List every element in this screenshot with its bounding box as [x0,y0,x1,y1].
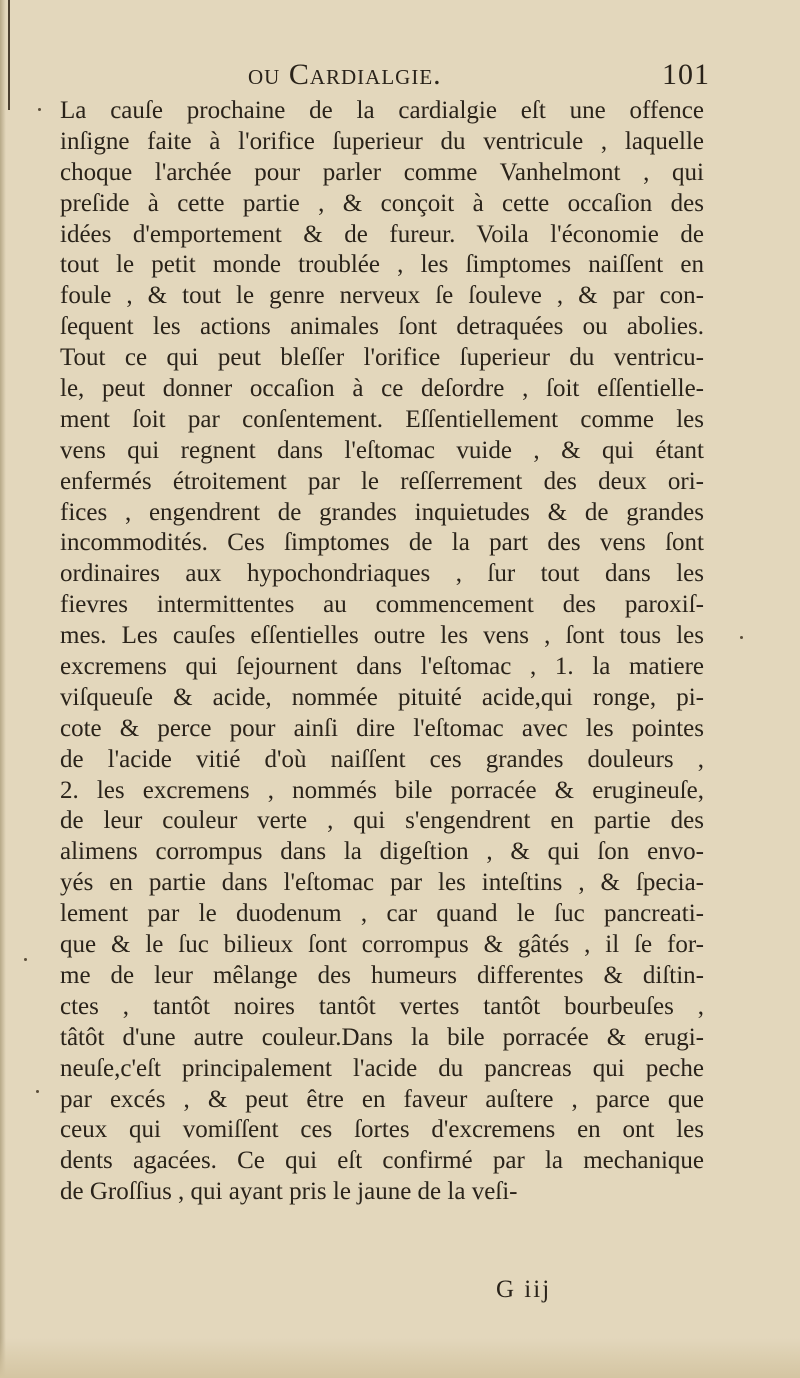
text-line: vens qui regnent dans l'eſtomac vuide , & qui étant [60,436,704,464]
text-line: tout le petit monde troublée , les ſimptomes naiſſent en [60,251,704,279]
ink-speck [24,958,27,961]
text-line: inſigne faite à l'orifice ſuperieur du ventricule , laquelle [60,127,704,155]
text-line: fices , engendrent de grandes inquietudes & de grandes [60,498,704,526]
text-line: idées d'emportement & de fureur. Voila l'économie de [60,220,704,248]
text-line: excremens qui ſejournent dans l'eſtomac , 1. la matiere [60,653,704,681]
ink-speck [740,636,743,639]
text-line: de Groſſius , qui ayant pris le jaune de la veſi- [60,1178,518,1206]
running-head: ou Cardialgie. [248,58,442,91]
text-line: Tout ce qui peut bleſſer l'orifice ſuperieur du ventricu- [60,344,704,372]
body-text [60,96,704,1208]
page-bottom-tone [0,1338,800,1378]
text-line: par excés , & peut être en faveur auſtere , parce que [60,1085,704,1113]
text-line: preſide à cette partie , & conçoit à cette occaſion des [60,189,704,217]
text-line: cote & perce pour ainſi dire l'eſtomac avec les pointes [60,714,704,742]
ink-speck [38,108,41,111]
text-line: de l'acide vitié d'où naiſſent ces grandes douleurs , [60,745,704,773]
text-line: neuſe,c'eſt principalement l'acide du pancreas qui peche [60,1054,704,1082]
text-line: dents agacées. Ce qui eſt confirmé par la mechanique [60,1147,704,1175]
text-line: ordinaires aux hypochondriaques , ſur tout dans les [60,560,704,588]
text-line: fievres intermittentes au commencement des paroxiſ- [60,591,704,619]
signature-mark: G iij [496,1276,552,1303]
text-line: choque l'archée pour parler comme Vanhelmont , qui [60,158,704,186]
page-edge-line [8,0,10,110]
text-line: foule , & tout le genre nerveux ſe ſouleve , & par con- [60,282,704,310]
text-line: incommodités. Ces ſimptomes de la part des vens ſont [60,529,704,557]
page-number: 101 [662,58,710,91]
text-line: ſequent les actions animales ſont detraquées ou abolies. [60,313,704,341]
ink-speck [36,1090,39,1093]
binding-shadow [0,0,6,1378]
text-line: viſqueuſe & acide, nommée pituité acide,qui ronge, pi- [60,683,704,711]
text-line: La cauſe prochaine de la cardialgie eſt une offence [60,97,704,124]
text-line: que & le ſuc bilieux ſont corrompus & gâtés , il ſe for- [60,931,704,959]
text-line: alimens corrompus dans la digeſtion , & qui ſon envo- [60,838,704,866]
text-line: ceux qui vomiſſent ces ſortes d'excremens en ont les [60,1116,704,1144]
page-header [56,58,710,94]
text-line: mes. Les cauſes eſſentielles outre les vens , ſont tous les [60,622,704,650]
text-line: le, peut donner occaſion à ce deſordre , ſoit eſſentielle- [60,375,704,403]
text-line: ment ſoit par conſentement. Eſſentiellement comme les [60,405,704,433]
text-line: yés en partie dans l'eſtomac par les inteſtins , & ſpecia- [60,869,704,897]
text-line: ctes , tantôt noires tantôt vertes tantôt bourbeuſes , [60,992,704,1020]
text-line: 2. les excremens , nommés bile porracée & erugineuſe, [60,776,704,804]
text-line: enfermés étroitement par le reſſerrement des deux ori- [60,467,704,495]
text-line: tâtôt d'une autre couleur.Dans la bile porracée & erugi- [60,1023,704,1051]
text-line: lement par le duodenum , car quand le ſuc pancreati- [60,900,704,928]
text-line: de leur couleur verte , qui s'engendrent en partie des [60,807,704,835]
text-line: me de leur mêlange des humeurs differentes & diſtin- [60,961,704,989]
